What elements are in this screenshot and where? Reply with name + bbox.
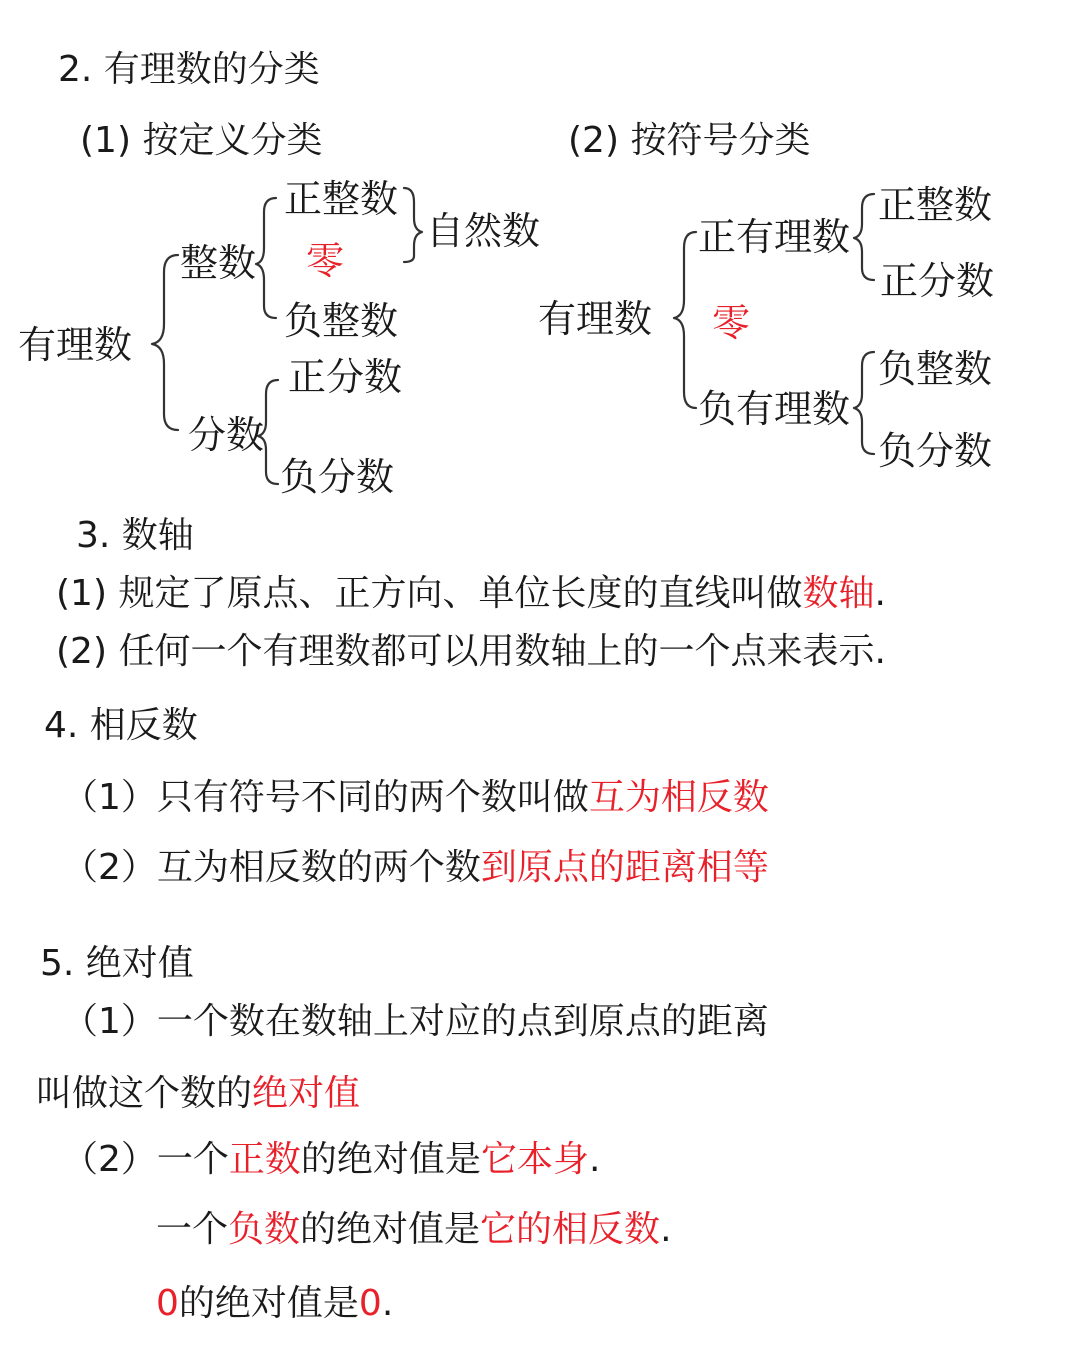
zero-result: 0	[358, 1283, 382, 1324]
number-line-definition	[56, 573, 886, 614]
opposite-property-text: （2）互为相反数的两个数	[62, 847, 481, 888]
section-5-title: 5. 绝对值	[40, 943, 194, 984]
rule-text: （2）一个	[62, 1139, 229, 1180]
its-opposite-term: 它的相反数	[480, 1209, 661, 1250]
sign-positive-integers: 正整数	[878, 183, 993, 227]
zero-term: 0	[156, 1283, 179, 1324]
sign-negative-integers: 负整数	[878, 347, 993, 391]
brace-integers	[256, 198, 276, 318]
sign-negative-rational: 负有理数	[698, 387, 851, 431]
zero-rule	[156, 1283, 394, 1324]
opposite-number-term: 互为相反数	[588, 777, 769, 818]
absolute-value-definition-line2	[36, 1073, 361, 1114]
number-line-term: 数轴	[802, 573, 875, 614]
sign-classification-heading: (2) 按符号分类	[568, 120, 811, 161]
absolute-value-definition-text: 叫做这个数的	[36, 1073, 253, 1114]
brace-positive-rational	[854, 194, 874, 280]
sign-positive-rational: 正有理数	[698, 215, 851, 259]
period: .	[381, 1283, 394, 1324]
def-positive-fractions: 正分数	[288, 355, 403, 399]
absolute-value-definition-line1: （1）一个数在数轴上对应的点到原点的距离	[62, 1001, 769, 1042]
def-negative-integers: 负整数	[284, 299, 399, 343]
opposite-number-property	[62, 847, 769, 888]
brace-natural	[404, 188, 422, 262]
itself-term: 它本身	[480, 1139, 589, 1180]
def-negative-fractions: 负分数	[280, 455, 395, 499]
def-integers: 整数	[180, 241, 257, 285]
opposite-number-definition	[62, 777, 769, 818]
rule-text: 的绝对值是	[300, 1209, 481, 1250]
rule-text: 的绝对值是	[300, 1139, 481, 1180]
sign-negative-fractions: 负分数	[878, 429, 993, 473]
def-positive-integers: 正整数	[284, 177, 399, 221]
sign-positive-fractions: 正分数	[880, 259, 995, 303]
def-fractions: 分数	[188, 413, 265, 457]
sign-zero: 零	[712, 301, 751, 345]
definition-classification-heading: (1) 按定义分类	[80, 120, 323, 161]
negative-number-rule	[156, 1209, 672, 1250]
section-4-title: 4. 相反数	[44, 705, 198, 746]
def-root-rational: 有理数	[18, 323, 133, 367]
sign-root-rational: 有理数	[538, 297, 653, 341]
negative-number-term: 负数	[228, 1209, 301, 1250]
rule-text: 一个	[156, 1209, 229, 1250]
brace-rational-sign	[674, 232, 696, 408]
equal-distance-phrase: 到原点的距离相等	[480, 847, 769, 888]
number-line-definition-text: (1) 规定了原点、正方向、单位长度的直线叫做	[56, 573, 803, 614]
period: .	[588, 1139, 601, 1180]
brace-rational-def	[152, 255, 178, 430]
absolute-value-term: 绝对值	[252, 1073, 361, 1114]
positive-number-term: 正数	[228, 1139, 301, 1180]
opposite-definition-text: （1）只有符号不同的两个数叫做	[62, 777, 589, 818]
def-natural-numbers: 自然数	[426, 209, 541, 253]
def-zero: 零	[306, 239, 345, 283]
period: .	[874, 573, 886, 614]
brace-negative-rational	[854, 352, 874, 454]
rule-text: 的绝对值是	[178, 1283, 359, 1324]
period: .	[660, 1209, 672, 1250]
number-line-representation: (2) 任何一个有理数都可以用数轴上的一个点来表示.	[56, 631, 886, 672]
section-3-title: 3. 数轴	[76, 515, 194, 556]
positive-number-rule	[62, 1139, 601, 1180]
section-2-title: 2. 有理数的分类	[58, 49, 320, 90]
